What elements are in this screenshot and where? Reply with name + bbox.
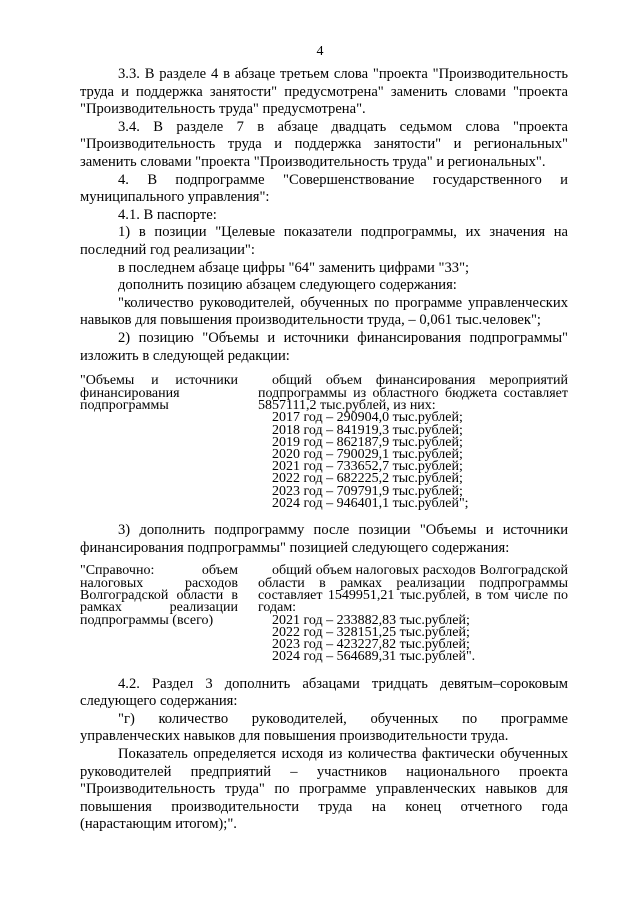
financing-year-2020: 2020 год – 790029,1 тыс.рублей; bbox=[272, 446, 463, 462]
tax-expenses-total-text: общий объем налоговых расходов Волгоградской области в рамках реализации подпрограммы составляет 1549951,21 тыс.рублей, в том числе по годам: bbox=[258, 563, 568, 616]
paragraph-3-4: 3.4. В разделе 7 в абзаце двадцать седьмом слова "проекта "Производительность труда и поддержка занятости" и региональных" заменить словами "проекта "Производительность труда" и региональных". bbox=[80, 118, 568, 170]
paragraph-item-1: 1) в позиции "Целевые показатели подпрограммы, их значения на последний год реализации": bbox=[80, 224, 568, 258]
financing-table-right-cell bbox=[244, 375, 568, 510]
paragraph-item-3: 3) дополнить подпрограмму после позиции "Объемы и источники финансирования подпрограммы" позицией следующего содержания: bbox=[80, 521, 568, 556]
tax-expenses-right-cell bbox=[244, 565, 568, 663]
paragraph-item-g: "г) количество руководителей, обученных по программе управленческих навыков для повышения производительности труда. bbox=[80, 710, 568, 745]
paragraph-4: 4. В подпрограмме "Совершенствование государственного и муниципального управления": bbox=[80, 171, 568, 206]
paragraph-replace-digits: в последнем абзаце цифры "64" заменить цифрами "33"; bbox=[118, 259, 470, 276]
tax-year-2023: 2023 год – 423227,82 тыс.рублей; bbox=[272, 637, 470, 653]
financing-total-text: общий объем финансирования мероприятий подпрограммы из областного бюджета составляет 5857111,2 тыс.рублей, из них: bbox=[258, 373, 568, 413]
document-body bbox=[80, 66, 568, 834]
financing-year-2019: 2019 год – 862187,9 тыс.рублей; bbox=[272, 434, 463, 450]
paragraph-indicator-definition: Показатель определяется исходя из количества фактически обученных руководителей предприятий – участников национального проекта "Производительность труда" по программе управленческих навыков для повышения производительности труда на конец отчетного года (нарастающим итогом);". bbox=[80, 745, 568, 833]
paragraph-4-1: 4.1. В паспорте: bbox=[118, 206, 217, 223]
tax-expenses-years-list bbox=[258, 612, 568, 665]
paragraph-add-clause: дополнить позицию абзацем следующего содержания: bbox=[118, 277, 457, 294]
financing-year-2018: 2018 год – 841919,3 тыс.рублей; bbox=[272, 422, 463, 438]
paragraph-3-3: 3.3. В разделе 4 в абзаце третьем слова "проекта "Производительность труда и поддержка занятости" предусмотрена" заменить словами "проекта "Производительность труда" предусмотрена". bbox=[80, 66, 568, 118]
financing-year-2021: 2021 год – 733652,7 тыс.рублей; bbox=[272, 459, 463, 475]
paragraph-4-2: 4.2. Раздел 3 дополнить абзацами тридцать девятым–сороковым следующего содержания: bbox=[80, 675, 568, 710]
financing-table bbox=[80, 375, 568, 510]
tax-expenses-table bbox=[80, 565, 568, 663]
paragraph-item-2: 2) позицию "Объемы и источники финансирования подпрограммы" изложить в следующей редакции: bbox=[80, 329, 568, 364]
financing-year-2022: 2022 год – 682225,2 тыс.рублей; bbox=[272, 471, 463, 487]
financing-years-list bbox=[258, 412, 568, 510]
financing-year-2023: 2023 год – 709791,9 тыс.рублей; bbox=[272, 483, 463, 499]
tax-year-2021: 2021 год – 233882,83 тыс.рублей; bbox=[272, 612, 470, 628]
tax-year-2022: 2022 год – 328151,25 тыс.рублей; bbox=[272, 624, 470, 640]
tax-expenses-left-cell: "Справочно: объем налоговых расходов Волгоградской области в рамках реализации подпрограммы (всего) bbox=[80, 563, 238, 628]
paragraph-quote-managers: "количество руководителей, обученных по программе управленческих навыков для повышения производительности труда, – 0,061 тыс.человек"; bbox=[80, 294, 568, 329]
tax-year-2024: 2024 год – 564689,31 тыс.рублей". bbox=[272, 649, 476, 665]
financing-year-2024: 2024 год – 946401,1 тыс.рублей"; bbox=[272, 495, 469, 511]
financing-table-left-cell: "Объемы и источники финансирования подпрограммы bbox=[80, 373, 238, 413]
financing-year-2017: 2017 год – 290904,0 тыс.рублей; bbox=[272, 410, 463, 426]
page-number: 4 bbox=[316, 44, 324, 59]
